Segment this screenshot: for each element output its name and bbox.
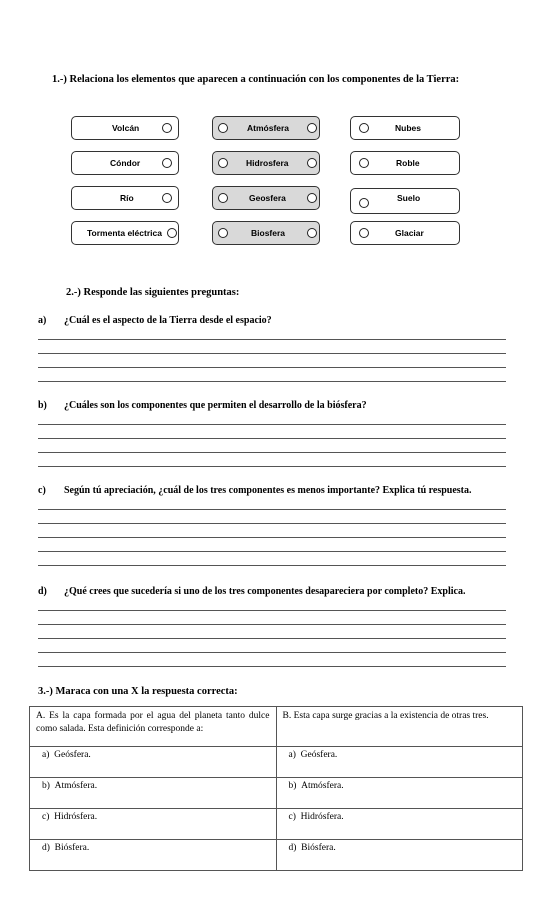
answer-line[interactable] bbox=[38, 466, 506, 467]
question-b-text: ¿Cuáles son los componentes que permiten el desarrollo de la biósfera? bbox=[64, 400, 367, 411]
component-label: Atmósfera bbox=[247, 123, 290, 133]
multiple-choice-table bbox=[29, 706, 523, 871]
question-letter: b) bbox=[38, 400, 47, 411]
answer-line[interactable] bbox=[38, 452, 506, 453]
component-circle-right-icon[interactable] bbox=[307, 158, 317, 168]
match-item-label: Glaciar bbox=[395, 228, 424, 238]
component-circle-right-icon[interactable] bbox=[307, 123, 317, 133]
match-circle-icon[interactable] bbox=[162, 123, 172, 133]
answer-line[interactable] bbox=[38, 666, 506, 667]
match-circle-icon[interactable] bbox=[359, 228, 369, 238]
option-cell-b[interactable] bbox=[276, 840, 523, 871]
option-text: Atmósfera. bbox=[301, 781, 344, 791]
match-item-rio[interactable] bbox=[71, 186, 179, 210]
component-circle-right-icon[interactable] bbox=[307, 193, 317, 203]
answer-line[interactable] bbox=[38, 610, 506, 611]
option-letter: c) bbox=[288, 812, 296, 822]
question-a-text: ¿Cuál es el aspecto de la Tierra desde el espacio? bbox=[64, 315, 272, 326]
question-letter: a) bbox=[38, 315, 47, 326]
match-circle-icon[interactable] bbox=[359, 158, 369, 168]
question-b-statement: B. Esta capa surge gracias a la existencia de otras tres. bbox=[282, 711, 489, 721]
option-text: Hidrósfera. bbox=[300, 812, 344, 822]
match-circle-icon[interactable] bbox=[167, 228, 177, 238]
answer-line[interactable] bbox=[38, 353, 506, 354]
question-a-cell bbox=[30, 707, 277, 747]
answer-line[interactable] bbox=[38, 339, 506, 340]
question-b-cell bbox=[276, 707, 523, 747]
match-item-tormenta[interactable] bbox=[71, 221, 179, 245]
question-c-text: Según tú apreciación, ¿cuál de los tres componentes es menos importante? Explica tú respuesta. bbox=[64, 485, 472, 496]
match-item-label: Suelo bbox=[397, 193, 421, 203]
answer-line[interactable] bbox=[38, 367, 506, 368]
option-cell-b[interactable] bbox=[276, 747, 523, 778]
component-circle-left-icon[interactable] bbox=[218, 193, 228, 203]
option-text: Biósfera. bbox=[54, 843, 90, 853]
option-cell-a[interactable] bbox=[30, 778, 277, 809]
option-cell-b[interactable] bbox=[276, 809, 523, 840]
option-text: Atmósfera. bbox=[54, 781, 98, 791]
question-1-title: 1.-) Relaciona los elementos que aparecen a continuación con los componentes de la Tierra: bbox=[52, 74, 460, 85]
option-letter: a) bbox=[288, 750, 296, 760]
option-text: Biósfera. bbox=[301, 843, 336, 853]
component-circle-left-icon[interactable] bbox=[218, 123, 228, 133]
option-cell-a[interactable] bbox=[30, 809, 277, 840]
component-circle-right-icon[interactable] bbox=[307, 228, 317, 238]
match-item-label: Tormenta eléctrica bbox=[87, 228, 162, 238]
component-label: Geosfera bbox=[249, 193, 286, 203]
match-item-label: Nubes bbox=[395, 123, 421, 133]
option-text: Hidrósfera. bbox=[54, 812, 98, 822]
match-item-volcan[interactable] bbox=[71, 116, 179, 140]
option-letter: d) bbox=[288, 843, 297, 853]
match-item-condor[interactable] bbox=[71, 151, 179, 175]
question-a-statement: A. Es la capa formada por el agua del planeta tanto dulce como salada. Esta definición corresponde a: bbox=[36, 711, 270, 734]
answer-line[interactable] bbox=[38, 652, 506, 653]
question-2-title: 2.-) Responde las siguientes preguntas: bbox=[66, 287, 240, 298]
match-circle-icon[interactable] bbox=[359, 123, 369, 133]
match-circle-icon[interactable] bbox=[162, 158, 172, 168]
component-circle-left-icon[interactable] bbox=[218, 228, 228, 238]
question-d-text: ¿Qué crees que sucedería si uno de los tres componentes desapareciera por completo? Explica. bbox=[64, 586, 466, 597]
match-item-label: Cóndor bbox=[110, 158, 141, 168]
option-letter: b) bbox=[288, 781, 297, 791]
option-cell-a[interactable] bbox=[30, 840, 277, 871]
answer-line[interactable] bbox=[38, 509, 506, 510]
match-item-roble[interactable] bbox=[350, 151, 460, 175]
match-circle-icon[interactable] bbox=[359, 198, 369, 208]
component-hidrosfera[interactable] bbox=[212, 151, 320, 175]
component-circle-left-icon[interactable] bbox=[218, 158, 228, 168]
option-letter: c) bbox=[42, 812, 50, 822]
question-letter: d) bbox=[38, 586, 47, 597]
match-item-label: Roble bbox=[396, 158, 420, 168]
match-item-label: Volcán bbox=[112, 123, 140, 133]
component-label: Biosfera bbox=[251, 228, 286, 238]
match-item-label: Río bbox=[120, 193, 134, 203]
match-circle-icon[interactable] bbox=[162, 193, 172, 203]
match-item-suelo[interactable] bbox=[350, 188, 460, 214]
answer-line[interactable] bbox=[38, 424, 506, 425]
answer-line[interactable] bbox=[38, 624, 506, 625]
option-cell-a[interactable] bbox=[30, 747, 277, 778]
answer-line[interactable] bbox=[38, 565, 506, 566]
component-biosfera[interactable] bbox=[212, 221, 320, 245]
option-text: Geósfera. bbox=[54, 750, 91, 760]
component-geosfera[interactable] bbox=[212, 186, 320, 210]
answer-line[interactable] bbox=[38, 381, 506, 382]
match-item-glaciar[interactable] bbox=[350, 221, 460, 245]
answer-line[interactable] bbox=[38, 551, 506, 552]
option-cell-b[interactable] bbox=[276, 778, 523, 809]
option-text: Geósfera. bbox=[300, 750, 338, 760]
question-3-title: 3.-) Maraca con una X la respuesta correcta: bbox=[38, 686, 238, 697]
match-item-nubes[interactable] bbox=[350, 116, 460, 140]
answer-line[interactable] bbox=[38, 638, 506, 639]
question-letter: c) bbox=[38, 485, 46, 496]
option-letter: a) bbox=[42, 750, 50, 760]
option-letter: b) bbox=[42, 781, 50, 791]
component-label: Hidrosfera bbox=[246, 158, 289, 168]
option-letter: d) bbox=[42, 843, 50, 853]
answer-line[interactable] bbox=[38, 523, 506, 524]
component-atmosfera[interactable] bbox=[212, 116, 320, 140]
answer-line[interactable] bbox=[38, 537, 506, 538]
answer-line[interactable] bbox=[38, 438, 506, 439]
